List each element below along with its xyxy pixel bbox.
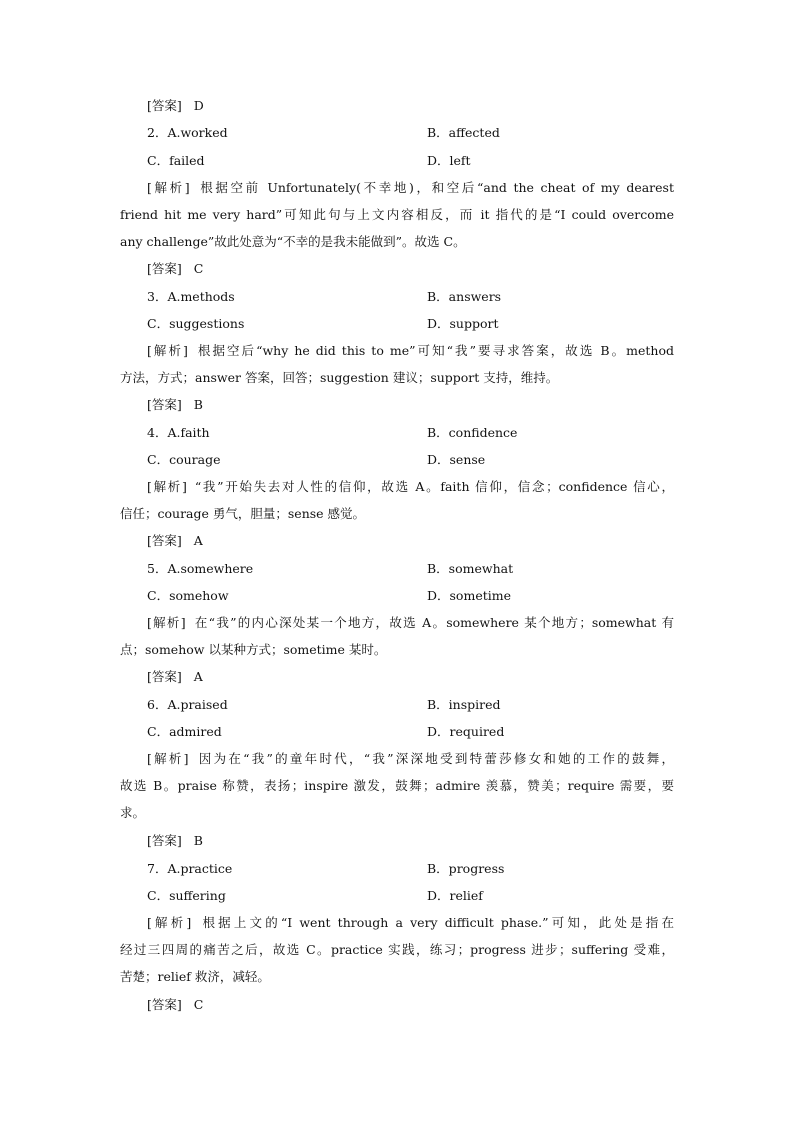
answer-value: D (193, 98, 204, 113)
analysis-3-line-2: 方法，方式；answer 答案，回答；suggestion 建议；support 支持，维持。 (120, 370, 559, 385)
option-c: C．failed (147, 153, 205, 168)
analysis-3-line-1 (147, 337, 674, 364)
option-a: 4．A.faith (147, 425, 210, 440)
option-c: C．suggestions (147, 316, 245, 331)
option-c: C．suffering (147, 888, 226, 903)
answer-line-5 (147, 663, 707, 690)
analysis-4-line-2: 信任；courage 勇气，胆量；sense 感觉。 (120, 506, 366, 521)
answer-value: C (193, 997, 204, 1012)
option-a: 3．A.methods (147, 289, 235, 304)
analysis-text: 因为在“我”的童年时代，“我”深深地受到特蕾莎修女和她的工作的鼓舞， (196, 751, 674, 766)
option-d: D．left (427, 153, 471, 168)
option-d: D．relief (427, 888, 483, 903)
analysis-tag: [解析] (147, 180, 190, 195)
analysis-7-line-1 (147, 909, 674, 936)
analysis-tag: [解析] (147, 915, 192, 930)
question-3-options-ab (147, 283, 707, 310)
question-7-options-ab (147, 855, 707, 882)
question-2-options-ab (147, 119, 707, 146)
option-d: D．sometime (427, 588, 511, 603)
answer-value: A (193, 669, 203, 684)
answer-line-7 (147, 991, 707, 1018)
answer-value: C (193, 261, 204, 276)
analysis-tag: [解析] (147, 751, 189, 766)
option-c: C．admired (147, 724, 222, 739)
question-4-options-ab (147, 419, 707, 446)
answer-line-2 (147, 255, 707, 282)
answer-line-6 (147, 827, 707, 854)
option-c: C．courage (147, 452, 221, 467)
question-7-options-cd (147, 882, 707, 909)
analysis-7-line-2: 经过三四周的痛苦之后，故选 C。practice 实践，练习；progress 进步；suffering 受难， (120, 942, 674, 957)
answer-tag: [答案] (147, 997, 182, 1012)
question-5-options-cd (147, 582, 707, 609)
option-a: 2．A.worked (147, 125, 228, 140)
option-a: 5．A.somewhere (147, 561, 254, 576)
question-3-options-cd (147, 310, 707, 337)
analysis-2-line-2: friend hit me very hard”可知此句与上文内容相反，而 it 指代的是“I could overcome (120, 207, 674, 222)
answer-tag: [答案] (147, 533, 182, 548)
answer-value: B (193, 397, 203, 412)
option-d: D．required (427, 724, 505, 739)
analysis-4-line-1 (147, 473, 674, 500)
answer-tag: [答案] (147, 669, 182, 684)
option-d: D．sense (427, 452, 486, 467)
option-b: B．inspired (427, 697, 501, 712)
analysis-5-line-2: 点；somehow 以某种方式；sometime 某时。 (120, 642, 387, 657)
option-b: B．progress (427, 861, 505, 876)
answer-line-1 (147, 92, 707, 119)
option-b: B．somewhat (427, 561, 514, 576)
analysis-text: “我”开始失去对人性的信仰，故选 A。faith 信仰，信念；confidence 信心， (194, 479, 674, 494)
analysis-6-line-1 (147, 745, 674, 772)
answer-tag: [答案] (147, 397, 182, 412)
option-a: 7．A.practice (147, 861, 233, 876)
analysis-6-line-3: 求。 (120, 805, 146, 820)
answer-tag: [答案] (147, 98, 182, 113)
option-d: D．support (427, 316, 499, 331)
answer-tag: [答案] (147, 261, 182, 276)
analysis-text: 在“我”的内心深处某一个地方，故选 A。somewhere 某个地方；somewhat 有 (193, 615, 674, 630)
question-5-options-ab (147, 555, 707, 582)
option-a: 6．A.praised (147, 697, 228, 712)
analysis-text: 根据空后“why he did this to me”可知“我”要寻求答案，故选 B。method (195, 343, 674, 358)
answer-line-3 (147, 391, 707, 418)
analysis-2-line-3: any challenge”故此处意为“不幸的是我未能做到”。故选 C。 (120, 234, 466, 249)
question-2-options-cd (147, 147, 707, 174)
analysis-2-line-1 (147, 174, 674, 201)
question-6-options-ab (147, 691, 707, 718)
option-c: C．somehow (147, 588, 229, 603)
question-6-options-cd (147, 718, 707, 745)
analysis-7-line-3: 苦楚；relief 救济，减轻。 (120, 969, 270, 984)
analysis-tag: [解析] (147, 343, 188, 358)
option-b: B．confidence (427, 425, 518, 440)
analysis-tag: [解析] (147, 479, 187, 494)
analysis-6-line-2: 故选 B。praise 称赞，表扬；inspire 激发，鼓舞；admire 羡慕，赞美；require 需要，要 (120, 778, 674, 793)
question-4-options-cd (147, 446, 707, 473)
analysis-5-line-1 (147, 609, 674, 636)
analysis-tag: [解析] (147, 615, 186, 630)
analysis-text: 根据上文的“I went through a very difficult phase.”可知，此处是指在 (199, 915, 674, 930)
option-b: B．affected (427, 125, 500, 140)
answer-value: A (193, 533, 203, 548)
analysis-text: 根据空前 Unfortunately(不幸地)，和空后“and the cheat of my dearest (197, 180, 674, 195)
answer-line-4 (147, 527, 707, 554)
answer-tag: [答案] (147, 833, 182, 848)
answer-value: B (193, 833, 203, 848)
option-b: B．answers (427, 289, 502, 304)
